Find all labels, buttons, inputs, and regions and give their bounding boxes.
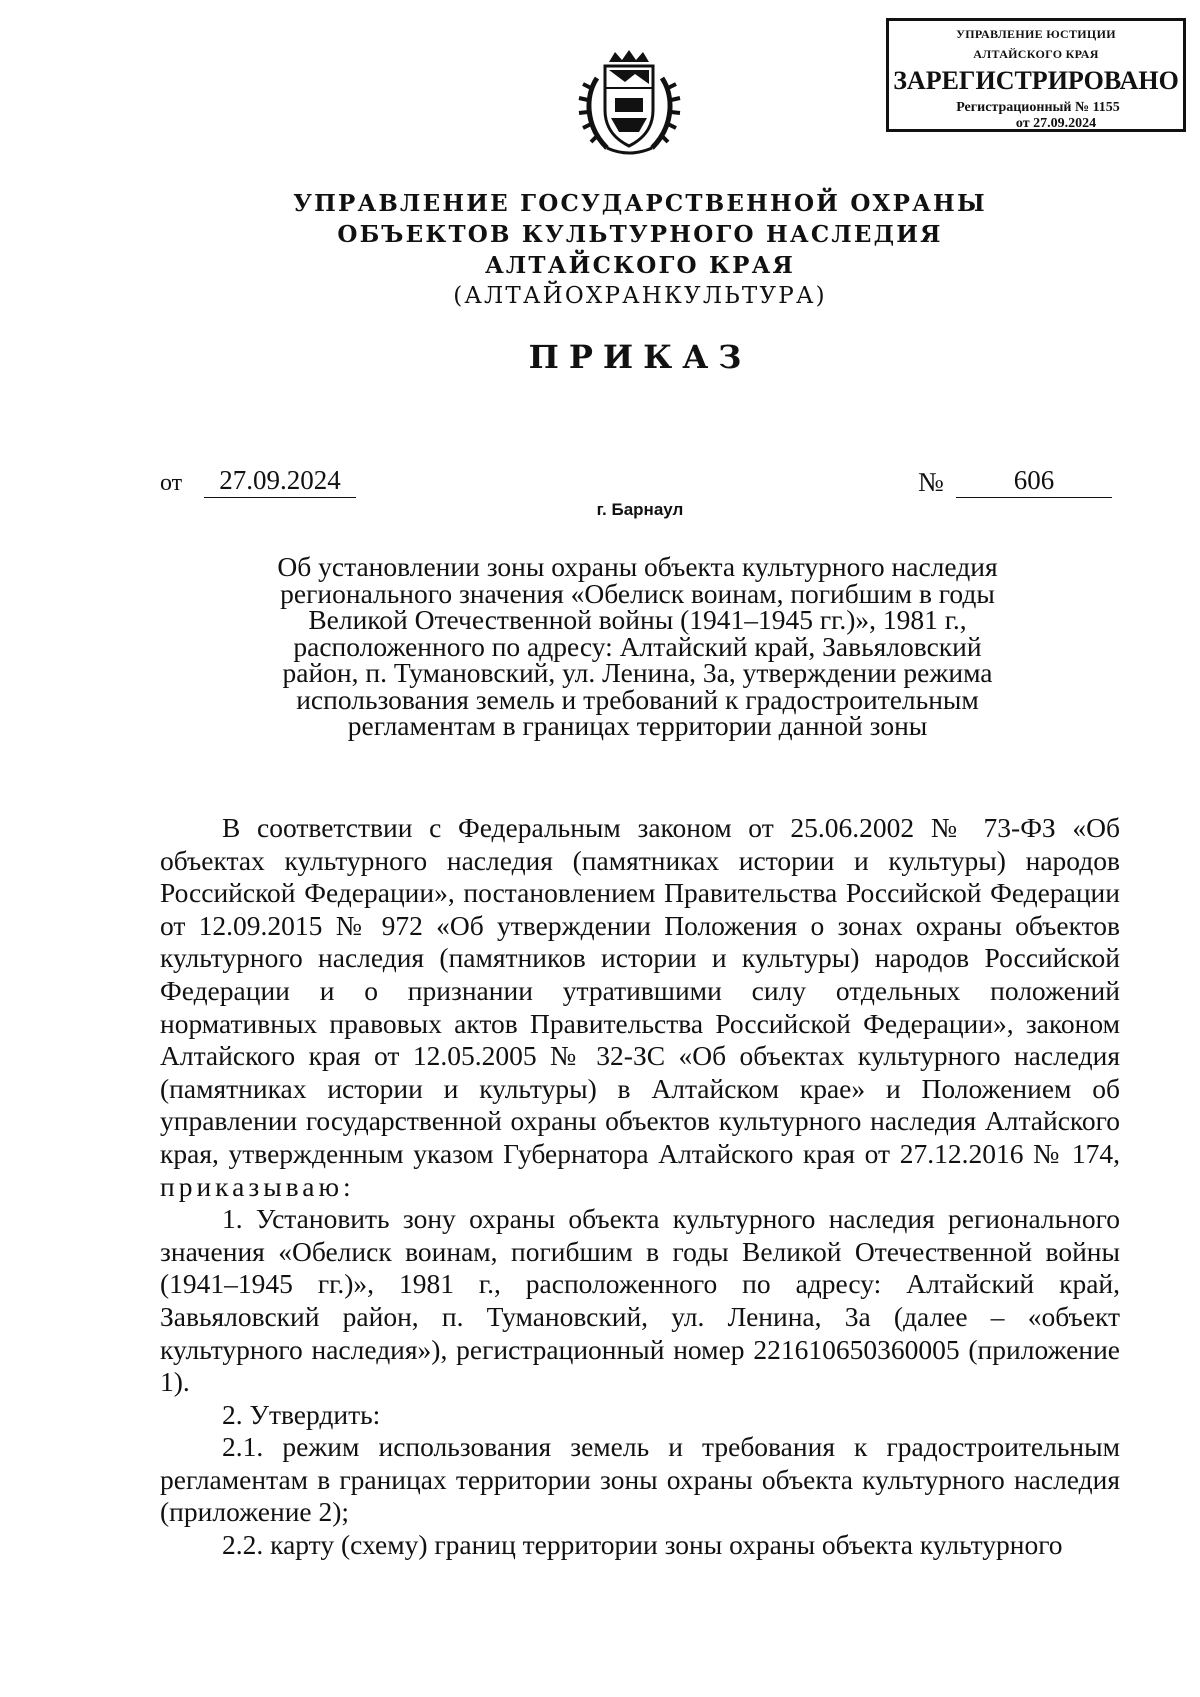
org-abbreviation: (АЛТАЙОХРАНКУЛЬТУРА)	[453, 283, 827, 309]
subject-line: использования земель и требований к градостроительным	[296, 683, 979, 715]
document-number: 606	[956, 465, 1112, 498]
city-label: г. Барнаул	[596, 500, 684, 519]
clause-2-1: 2.1. режим использования земель и требования к градостроительным регламентам в границах территории зоны охраны объекта культурного наследия (приложение 2);	[160, 1431, 1120, 1528]
stamp-org-line2: АЛТАЙСКОГО КРАЯ	[973, 47, 1099, 61]
order-word: приказываю:	[160, 1170, 355, 1202]
date-prefix-label: от	[160, 470, 183, 496]
subject-line: расположенного по адресу: Алтайский край, Завьяловский	[293, 630, 982, 662]
document-body	[160, 812, 1120, 1562]
document-type-title: ПРИКАЗ	[528, 338, 752, 376]
subject-line: регионального значения «Обелиск воинам, погибшим в годы	[280, 577, 995, 609]
clause-2: 2. Утвердить:	[222, 1398, 381, 1430]
subject-line: Великой Отечественной войны (1941–1945 гг.)», 1981 г.,	[308, 604, 967, 635]
preamble-text: В соответствии с Федеральным законом от 25.06.2002 № 73-ФЗ «Об объектах культурного наследия (памятниках истории и культуры) народов Российской Федерации», постановлением Правительства Российской Федерации от 12.09.2015 № 972 «Об утверждении Положения о зонах охраны объектов культурного наследия (памятников истории и культуры) народов Российской Федерации и о признании утратившими силу отдельных положений нормативных правовых актов Правительства Российской Федерации», законом Алтайского края от 12.05.2005 № 32-ЗС «Об объектах культурного наследия (памятниках истории и культуры) в Алтайском крае» и Положением об управлении государственной охраны объектов культурного наследия Алтайского края, утвержденным указом Губернатора Алтайского края от 27.12.2016 № 174,	[160, 812, 1120, 1169]
clause-1: 1. Установить зону охраны объекта культурного наследия регионального значения «Обелиск воинам, погибшим в годы Великой Отечественной войны (1941–1945 гг.)», 1981 г., расположенного по адресу: Алтайский край, Завьяловский район, п. Тумановский, ул. Ленина, 3а (далее – «объект культурного наследия»), регистрационный номер 221610650360005 (приложение 1).	[160, 1203, 1120, 1398]
stamp-status: ЗАРЕГИСТРИРОВАНО	[893, 66, 1179, 95]
org-line3: АЛТАЙСКОГО КРАЯ	[484, 252, 796, 279]
stamp-reg-number: Регистрационный № 1155	[956, 100, 1120, 115]
stamp-org-line1: УПРАВЛЕНИЕ ЮСТИЦИИ	[956, 27, 1116, 41]
altai-coat-of-arms-icon	[577, 48, 682, 160]
organization-header	[200, 188, 1080, 312]
subject-line: район, п. Тумановский, ул. Ленина, 3а, утверждении режима	[282, 657, 993, 688]
clause-2-2: 2.2. карту (схему) границ территории зоны охраны объекта культурного	[222, 1529, 1063, 1561]
registration-stamp	[886, 18, 1186, 132]
number-label: №	[918, 467, 944, 497]
document-subject	[210, 551, 1065, 741]
org-line1: УПРАВЛЕНИЕ ГОСУДАРСТВЕННОЙ ОХРАНЫ	[293, 190, 987, 217]
document-date: 27.09.2024	[204, 465, 356, 498]
stamp-reg-date: от 27.09.2024	[1015, 116, 1097, 131]
subject-line: регламентам в границах территории данной зоны	[347, 710, 928, 741]
preamble-paragraph	[160, 812, 1120, 1203]
subject-line: Об установлении зоны охраны объекта культурного наследия	[277, 551, 998, 582]
org-line2: ОБЪЕКТОВ КУЛЬТУРНОГО НАСЛЕДИЯ	[337, 221, 943, 248]
